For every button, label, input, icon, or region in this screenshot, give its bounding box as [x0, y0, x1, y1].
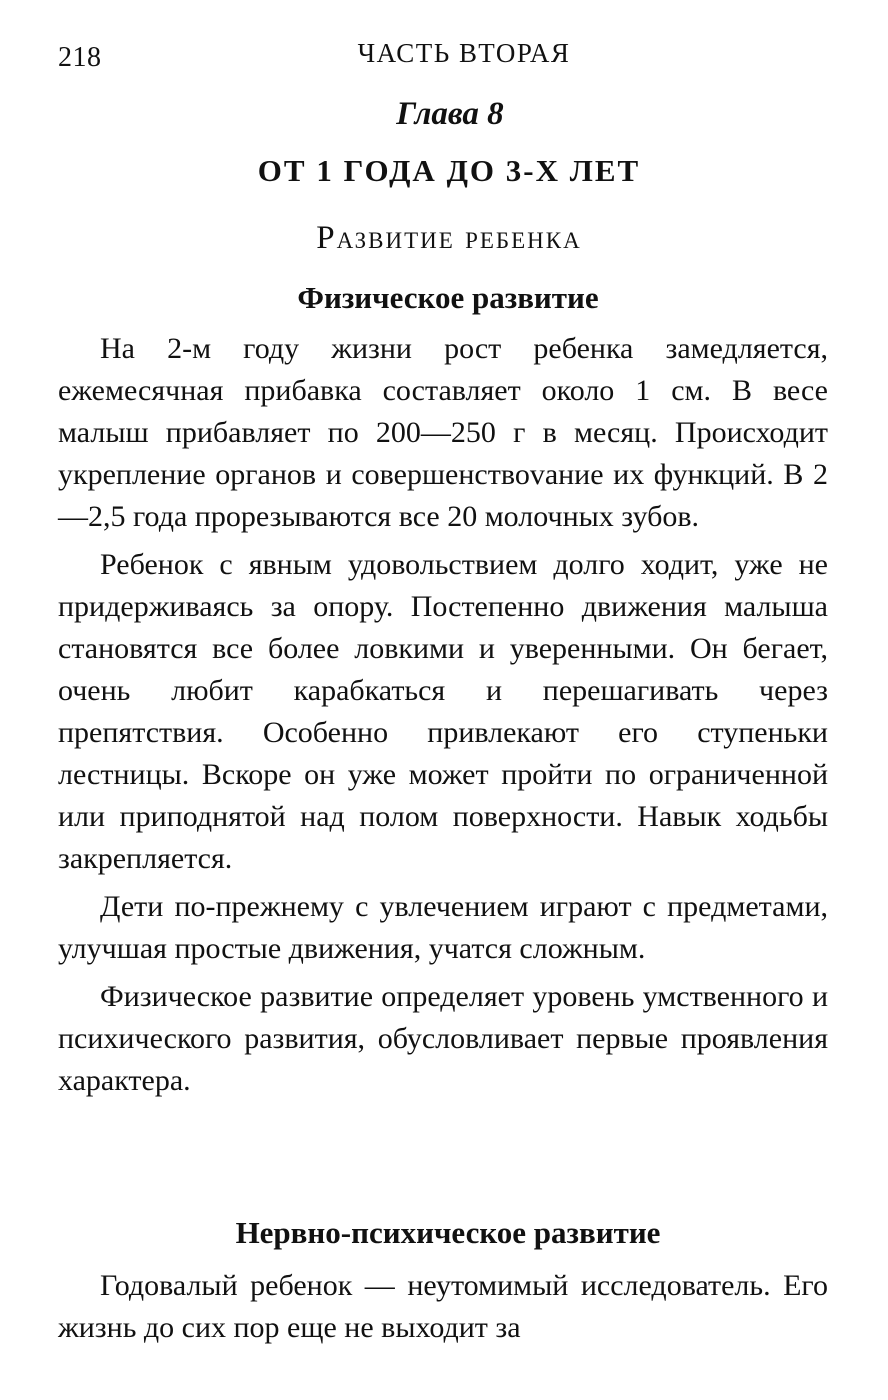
- physical-development-text: [58, 328, 828, 1108]
- paragraph: На 2-м году жизни рост ребенка замедляется, ежемесячная прибавка составляет около 1 см. В весе малыш прибавляет по 200—250 г в месяц. Происходит укрепление органов и совершенствоvание их функций. В 2—2,5 года прорезываются все 20 молочных зубов.: [58, 332, 828, 533]
- subsection-title-neuropsychic: Нервно-психическое развитие: [235, 1215, 661, 1250]
- chapter-title: ОТ 1 ГОДА ДО 3-Х ЛЕТ: [257, 153, 641, 188]
- paragraph: Дети по-прежнему с увлечением играют с предметами, улучшая простые движения, учатся сложным.: [58, 890, 828, 965]
- subsection-title-physical: Физическое развитие: [297, 280, 599, 315]
- page-number: 218: [58, 42, 102, 73]
- chapter-label: Глава 8: [396, 96, 504, 132]
- running-head: [58, 38, 830, 78]
- paragraph: Ребенок с явным удовольствием долго ходит, уже не придерживаясь за опору. Постепенно движения малыша становятся все более ловкими и уверенными. Он бегает, очень любит карабкаться и перешагивать через препятствия. Особенно привлекают его ступеньки лестницы. Вскоре он уже может пройти по ограниченной или приподнятой над полом поверхности. Навык ходьбы закрепляется.: [58, 548, 828, 875]
- paragraph: Физическое развитие определяет уровень умственного и психического развития, обусловливает первые проявления характера.: [58, 980, 828, 1097]
- part-title: ЧАСТЬ ВТОРАЯ: [357, 38, 571, 68]
- neuropsychic-development-text: [58, 1265, 828, 1355]
- section-title: Развитие ребенка: [316, 220, 582, 256]
- paragraph: Годовалый ребенок — неутомимый исследователь. Его жизнь до сих пор еще не выходит за: [58, 1269, 828, 1344]
